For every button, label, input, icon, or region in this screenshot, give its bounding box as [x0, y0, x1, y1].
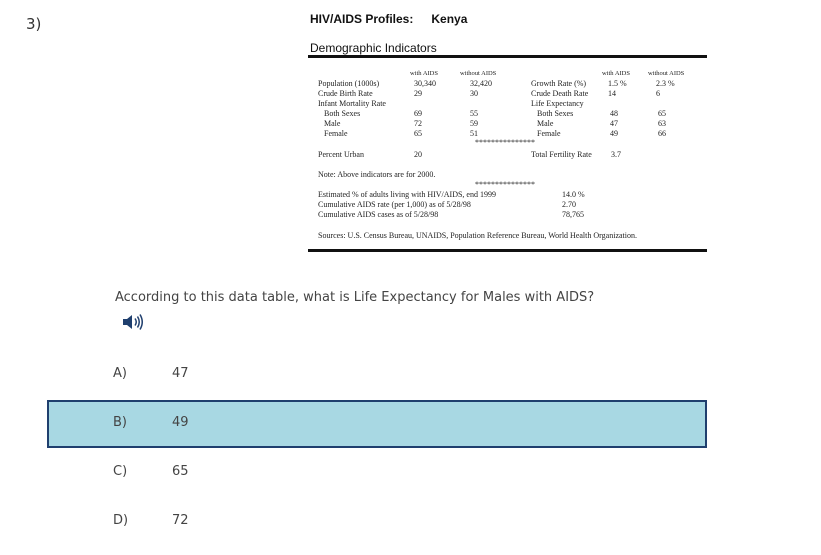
estimate-value: 14.0 % [562, 190, 585, 199]
table-row-label: Life Expectancy [531, 99, 584, 108]
table-cell: 30,340 [414, 79, 436, 88]
table-cell: 55 [470, 109, 478, 118]
table-cell: 1.5 % [608, 79, 627, 88]
right-header-without: without AIDS [648, 70, 685, 77]
speaker-icon[interactable] [122, 313, 144, 331]
table-row-label: Male [537, 119, 554, 128]
table-row-label: Female [537, 129, 561, 138]
percent-urban-label: Percent Urban [318, 150, 364, 159]
figure-subtitle: Demographic Indicators [310, 41, 437, 55]
table-cell: 29 [414, 89, 422, 98]
estimate-label: Cumulative AIDS rate (per 1,000) as of 5/28/98 [318, 200, 471, 209]
table-cell: 66 [658, 129, 666, 138]
estimate-label: Cumulative AIDS cases as of 5/28/98 [318, 210, 439, 219]
table-cell: 65 [658, 109, 666, 118]
choice-d[interactable] [47, 498, 707, 546]
table-row-label: Population (1000s) [318, 79, 380, 88]
sources: Sources: U.S. Census Bureau, UNAIDS, Population Reference Bureau, World Health Organization. [318, 231, 637, 240]
table-cell: 59 [470, 119, 478, 128]
table-cell: 63 [658, 119, 666, 128]
figure-title [310, 12, 467, 26]
left-header-with: with AIDS [410, 70, 438, 77]
separator-stars: *************** [475, 138, 535, 147]
choice-c[interactable] [47, 449, 707, 497]
left-header-without: without AIDS [460, 70, 497, 77]
note [318, 170, 435, 180]
question-number: 3) [26, 15, 42, 33]
table-row-label: Both Sexes [324, 109, 361, 118]
table-row-label: Infant Mortality Rate [318, 99, 386, 108]
choice-letter: D) [113, 513, 129, 528]
table-cell: 47 [610, 119, 618, 128]
table-row-label: Male [324, 119, 341, 128]
tfr-label: Total Fertility Rate [531, 150, 592, 159]
tfr-value: 3.7 [611, 150, 621, 159]
choice-value: 49 [172, 415, 189, 430]
right-header-with: with AIDS [602, 70, 630, 77]
table-cell: 30 [470, 89, 478, 98]
table-cell: 48 [610, 109, 618, 118]
table-cell: 72 [414, 119, 422, 128]
note-text: Above indicators are for 2000. [337, 170, 436, 179]
table-row-label: Both Sexes [537, 109, 574, 118]
figure-country: Kenya [431, 12, 468, 26]
table-cell: 51 [470, 129, 478, 138]
bottom-rule [308, 249, 707, 252]
hiv-aids-profile-figure [308, 12, 708, 254]
choice-b[interactable] [47, 400, 707, 448]
table-row-label: Female [324, 129, 348, 138]
top-rule [308, 55, 707, 58]
choice-letter: A) [113, 366, 127, 381]
choice-value: 47 [172, 366, 189, 381]
table-cell: 6 [656, 89, 660, 98]
table-cell: 69 [414, 109, 422, 118]
table-cell: 2.3 % [656, 79, 675, 88]
figure-title-label: HIV/AIDS Profiles: [310, 12, 414, 26]
choice-a[interactable] [47, 351, 707, 399]
table-row-label: Growth Rate (%) [531, 79, 587, 88]
estimate-value: 78,765 [562, 210, 584, 219]
separator-stars: *************** [475, 180, 535, 189]
note-label: Note: [318, 170, 336, 179]
table-cell: 65 [414, 129, 422, 138]
choice-letter: C) [113, 464, 128, 479]
table-row-label: Crude Death Rate [531, 89, 589, 98]
estimate-value: 2.70 [562, 200, 576, 209]
table-cell: 32,420 [470, 79, 492, 88]
estimate-label: Estimated % of adults living with HIV/AIDS, end 1999 [318, 190, 496, 199]
table-cell: 14 [608, 89, 616, 98]
question-text: According to this data table, what is Life Expectancy for Males with AIDS? [115, 290, 595, 305]
choice-letter: B) [113, 415, 127, 430]
choice-value: 65 [172, 464, 189, 479]
choice-value: 72 [172, 513, 189, 528]
table-row-label: Crude Birth Rate [318, 89, 373, 98]
table-cell: 49 [610, 129, 618, 138]
percent-urban-value: 20 [414, 150, 422, 159]
